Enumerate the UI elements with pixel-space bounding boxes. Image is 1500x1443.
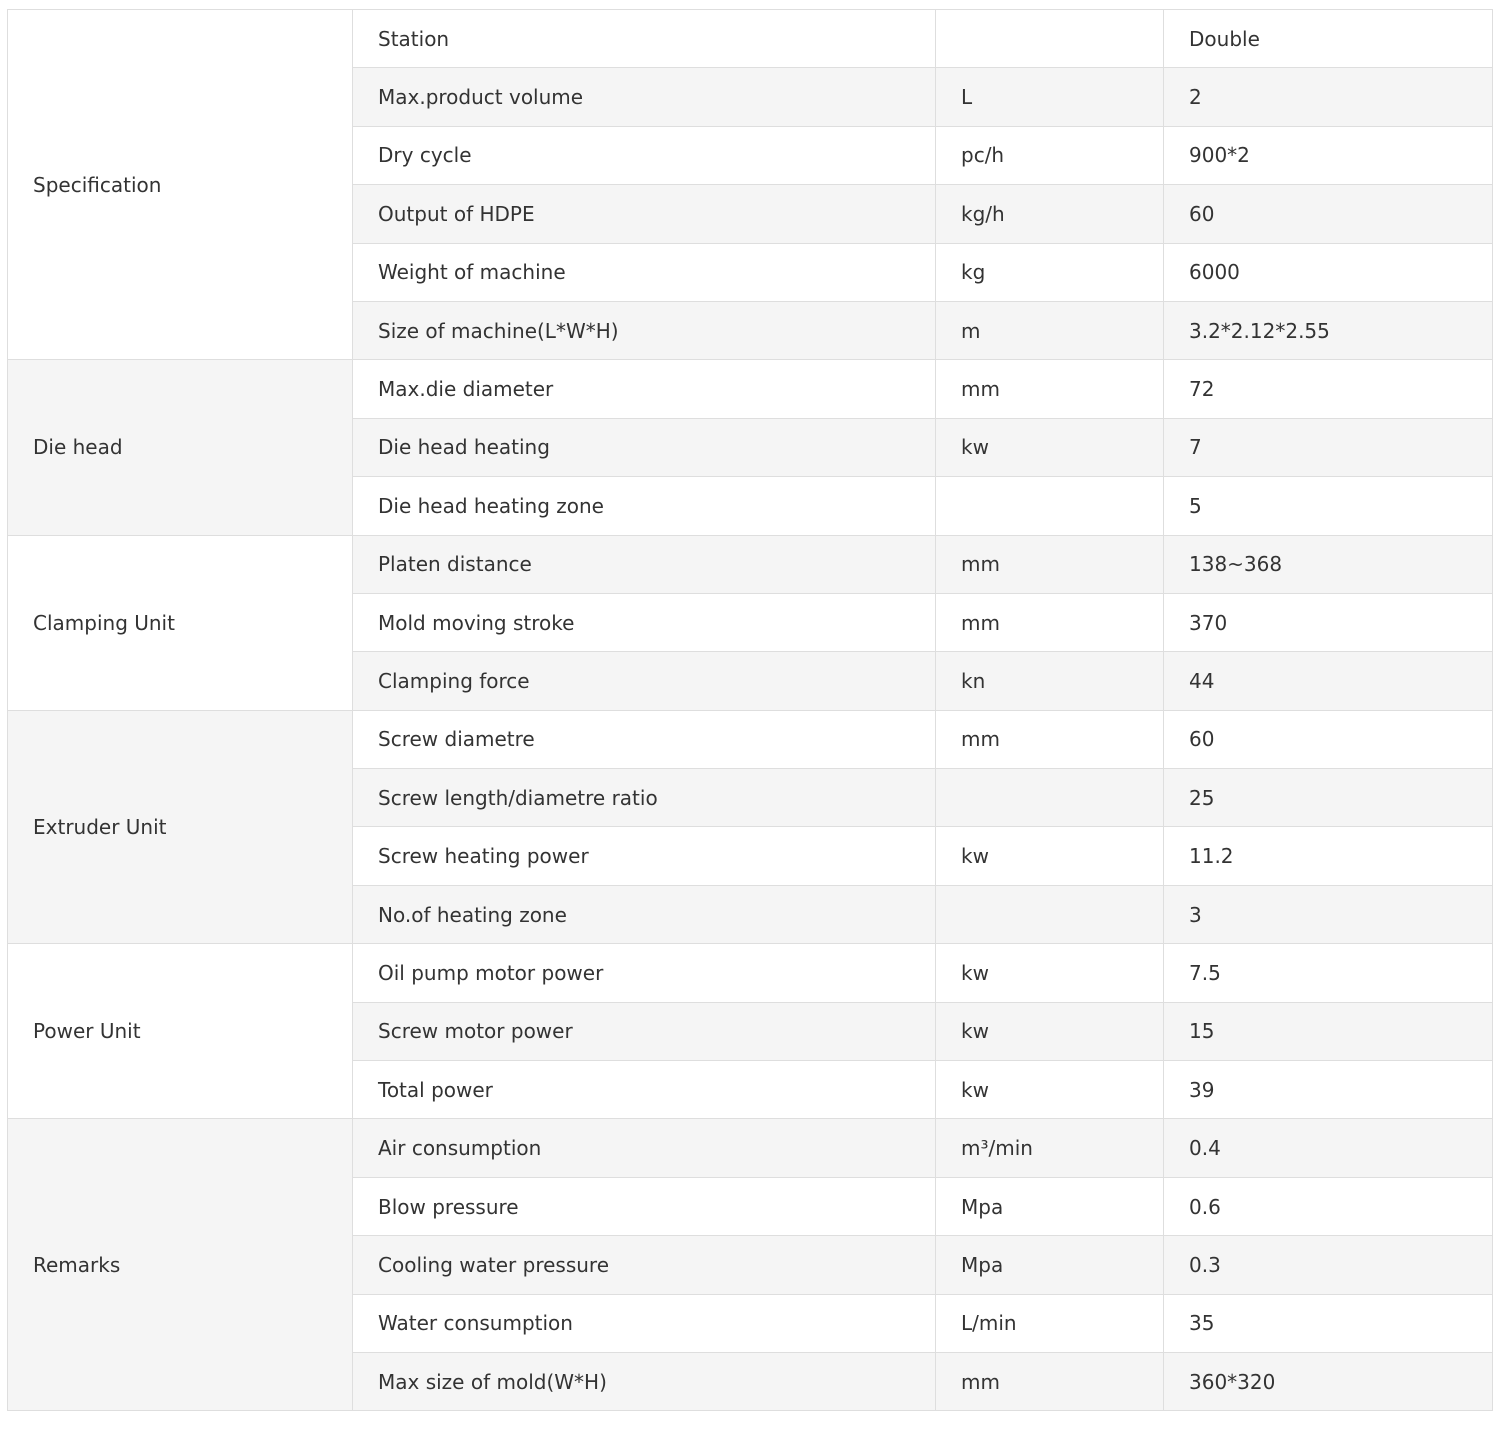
value-cell: 11.2 (1164, 827, 1493, 885)
group-label: Clamping Unit (8, 535, 353, 710)
value-cell: 0.3 (1164, 1236, 1493, 1294)
unit-cell: kn (936, 652, 1164, 710)
param-cell: Size of machine(L*W*H) (353, 301, 936, 359)
group-label: Extruder Unit (8, 710, 353, 944)
value-cell: 5 (1164, 477, 1493, 535)
param-cell: Max size of mold(W*H) (353, 1352, 936, 1410)
group-label: Power Unit (8, 944, 353, 1119)
unit-cell (936, 885, 1164, 943)
table-row (8, 1119, 1493, 1177)
table-row (8, 10, 1493, 68)
unit-cell: kw (936, 1061, 1164, 1119)
param-cell: Total power (353, 1061, 936, 1119)
param-cell: Water consumption (353, 1294, 936, 1352)
unit-cell (936, 477, 1164, 535)
param-cell: Platen distance (353, 535, 936, 593)
value-cell: 7.5 (1164, 944, 1493, 1002)
param-cell: Screw diametre (353, 710, 936, 768)
unit-cell: L/min (936, 1294, 1164, 1352)
unit-cell: Mpa (936, 1236, 1164, 1294)
unit-cell (936, 10, 1164, 68)
value-cell: 0.6 (1164, 1177, 1493, 1235)
param-cell: Cooling water pressure (353, 1236, 936, 1294)
unit-cell: m³/min (936, 1119, 1164, 1177)
value-cell: 900*2 (1164, 126, 1493, 184)
param-cell: Clamping force (353, 652, 936, 710)
unit-cell: kw (936, 944, 1164, 1002)
table-row (8, 535, 1493, 593)
value-cell: 60 (1164, 185, 1493, 243)
value-cell: 25 (1164, 769, 1493, 827)
group-label: Remarks (8, 1119, 353, 1411)
param-cell: Screw length/diametre ratio (353, 769, 936, 827)
value-cell: 3.2*2.12*2.55 (1164, 301, 1493, 359)
param-cell: Screw heating power (353, 827, 936, 885)
unit-cell (936, 769, 1164, 827)
value-cell: Double (1164, 10, 1493, 68)
value-cell: 44 (1164, 652, 1493, 710)
value-cell: 370 (1164, 593, 1493, 651)
spec-table (7, 9, 1493, 1411)
unit-cell: kw (936, 418, 1164, 476)
value-cell: 7 (1164, 418, 1493, 476)
unit-cell: kg/h (936, 185, 1164, 243)
param-cell: Oil pump motor power (353, 944, 936, 1002)
value-cell: 72 (1164, 360, 1493, 418)
spec-table-body (8, 10, 1493, 1411)
param-cell: Mold moving stroke (353, 593, 936, 651)
param-cell: Max.product volume (353, 68, 936, 126)
value-cell: 3 (1164, 885, 1493, 943)
param-cell: Station (353, 10, 936, 68)
value-cell: 15 (1164, 1002, 1493, 1060)
unit-cell: kg (936, 243, 1164, 301)
unit-cell: mm (936, 535, 1164, 593)
param-cell: Weight of machine (353, 243, 936, 301)
value-cell: 360*320 (1164, 1352, 1493, 1410)
value-cell: 39 (1164, 1061, 1493, 1119)
unit-cell: m (936, 301, 1164, 359)
unit-cell: pc/h (936, 126, 1164, 184)
table-row (8, 944, 1493, 1002)
value-cell: 35 (1164, 1294, 1493, 1352)
group-label: Die head (8, 360, 353, 535)
param-cell: Output of HDPE (353, 185, 936, 243)
group-label: Specification (8, 10, 353, 360)
unit-cell: Mpa (936, 1177, 1164, 1235)
unit-cell: L (936, 68, 1164, 126)
param-cell: Max.die diameter (353, 360, 936, 418)
table-row (8, 360, 1493, 418)
value-cell: 60 (1164, 710, 1493, 768)
value-cell: 2 (1164, 68, 1493, 126)
param-cell: Blow pressure (353, 1177, 936, 1235)
unit-cell: mm (936, 360, 1164, 418)
param-cell: Screw motor power (353, 1002, 936, 1060)
unit-cell: kw (936, 827, 1164, 885)
value-cell: 0.4 (1164, 1119, 1493, 1177)
value-cell: 6000 (1164, 243, 1493, 301)
unit-cell: mm (936, 710, 1164, 768)
value-cell: 138~368 (1164, 535, 1493, 593)
param-cell: Die head heating zone (353, 477, 936, 535)
unit-cell: kw (936, 1002, 1164, 1060)
param-cell: Die head heating (353, 418, 936, 476)
unit-cell: mm (936, 593, 1164, 651)
table-row (8, 710, 1493, 768)
param-cell: Dry cycle (353, 126, 936, 184)
unit-cell: mm (936, 1352, 1164, 1410)
param-cell: No.of heating zone (353, 885, 936, 943)
param-cell: Air consumption (353, 1119, 936, 1177)
